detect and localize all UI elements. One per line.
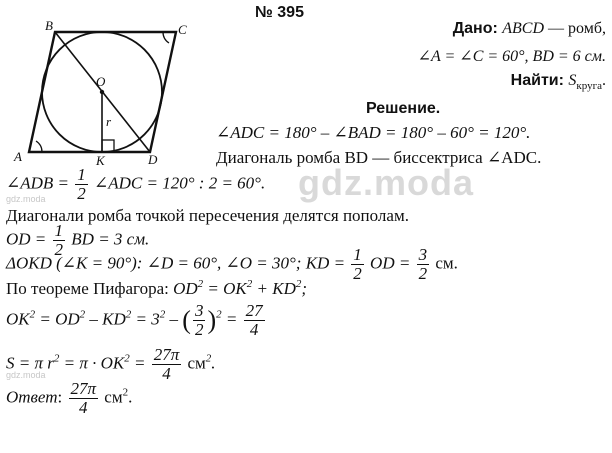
adb-right: ∠ADC = 120° : 2 = 60°. [94, 173, 266, 193]
given-figure-name: ABCD [502, 20, 545, 37]
line-adc: ∠ADC = 180° – ∠BAD = 180° – 60° = 120°. [216, 123, 531, 142]
fraction-three-half: $\frac{3}{2}$ [418, 245, 428, 283]
given-figure-type: — ромб, [548, 20, 606, 37]
watermark-main: gdz.moda [298, 162, 474, 203]
line-triangle [6, 246, 458, 283]
line-pythagoras: По теореме Пифагора: $OD^2 = OK^2 + KD^2$; [6, 278, 308, 298]
adb-left: ∠ADB = [6, 173, 70, 193]
find-dot: . [602, 72, 606, 89]
pyth-text: По теореме Пифагора: [6, 279, 169, 298]
od-right: BD = 3 см. [71, 229, 150, 249]
tri-mid: OD = [370, 253, 411, 273]
center-point [100, 90, 104, 94]
label-a: A [14, 149, 22, 164]
fraction-kd-half: $\frac{1}{2}$ [353, 245, 362, 283]
tri-left: ΔOKD (∠K = 90°): ∠D = 60°, ∠O = 30°; KD = [6, 253, 346, 273]
given-block: Дано: ABCD — ромб, [452, 20, 606, 37]
label-b: B [45, 18, 53, 33]
line-bisector: Диагональ ромба BD — биссектриса ∠ADC. [216, 148, 542, 167]
answer-label: Ответ [6, 387, 58, 407]
half-den: 2 [77, 183, 86, 203]
label-r: r [106, 114, 112, 129]
od-left: OD = [6, 229, 47, 249]
given-title: Дано [452, 20, 493, 37]
label-c: C [178, 22, 187, 37]
angle-arc-c [163, 32, 169, 43]
find-subscript: круга [576, 80, 602, 92]
line-ok: $OK^2 = OD^2 - KD^2 = 3^2$ – ( $\frac{3}{2}$ )$^2$ = $\frac{27}{4}$ [6, 301, 263, 339]
given-angles: ∠A = ∠C = 60°, BD = 6 см. [417, 48, 606, 65]
right-angle-mark [102, 140, 114, 152]
line-answer: Ответ: $\frac{27\pi}{4}$ $см^2$. [6, 379, 133, 417]
rhombus-figure [0, 18, 215, 168]
label-o: O [96, 74, 106, 89]
watermark-small-2: gdz.moda [6, 370, 46, 380]
find-block: Найти: $S_{круга}$. [510, 72, 606, 92]
solution-title: Решение. [366, 100, 441, 117]
label-k: K [96, 153, 105, 168]
half-num: 1 [77, 165, 86, 184]
find-title: Найти [510, 72, 559, 89]
fraction-od-half: $\frac{1}{2}$ [54, 221, 64, 259]
watermark-small-1: gdz.moda [6, 194, 46, 204]
line-diag: Диагонали ромба точкой пересечения делятся пополам. [6, 206, 409, 225]
line-area: S = π $r^2 = \pi \cdot OK^2$ = $\frac{27\pi}{4}$ $см^2$. [6, 345, 216, 383]
problem-number: № 395 [255, 4, 304, 21]
tri-unit: см. [435, 253, 458, 273]
fraction-area: $\frac{27\pi}{4}$ [153, 345, 180, 383]
fraction-result: $\frac{27}{4}$ [245, 301, 263, 339]
fraction-sq: $\frac{3}{2}$ [194, 301, 204, 339]
angle-arc-a [36, 141, 42, 152]
label-d: D [148, 152, 158, 167]
fraction-answer: $\frac{27\pi}{4}$ [70, 379, 97, 417]
find-symbol: S [568, 72, 577, 89]
fraction-half [75, 166, 88, 203]
